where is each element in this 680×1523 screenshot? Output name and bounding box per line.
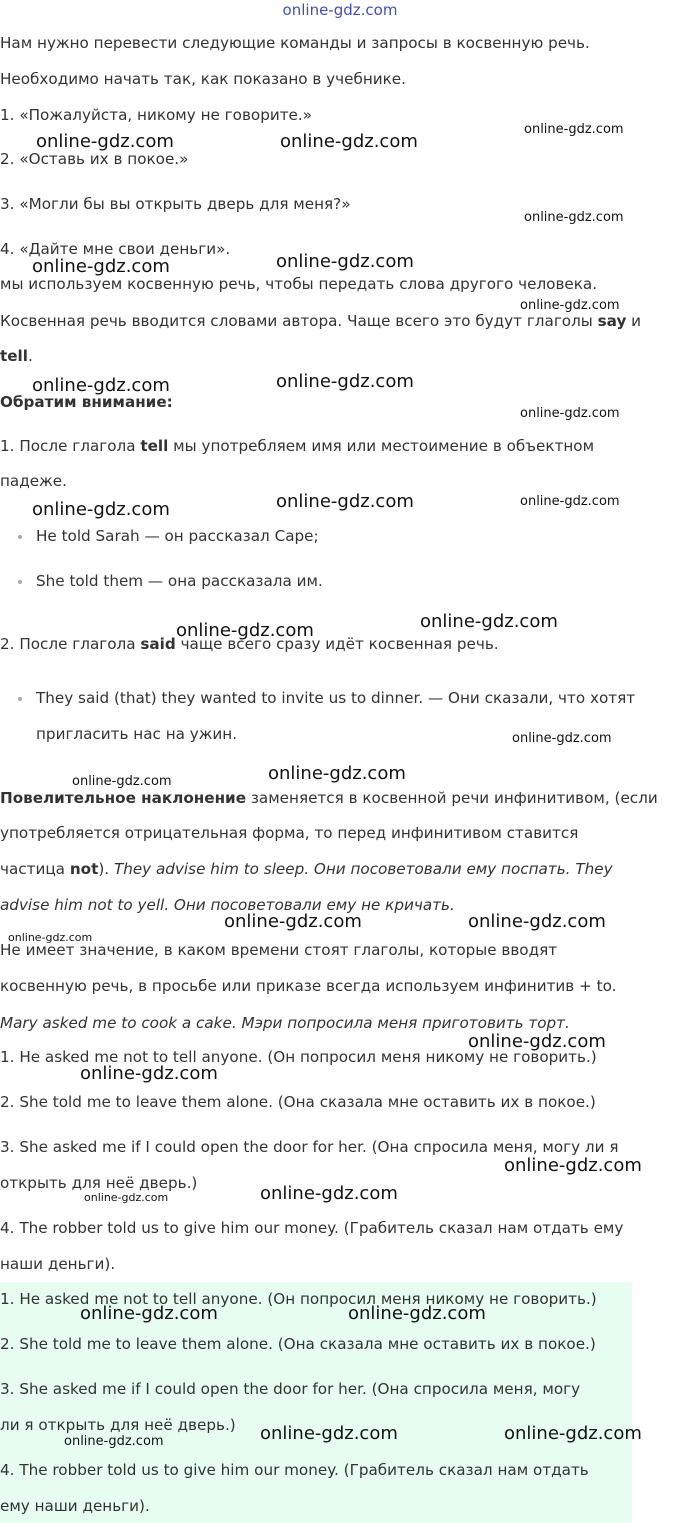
watermark: online-gdz.com — [468, 911, 606, 932]
rule-paragraph: падеже. — [0, 472, 67, 490]
watermark: online-gdz.com — [276, 371, 414, 392]
rule-paragraph: косвенную речь, в просьбе или приказе всегда используем инфинитив + to. — [0, 977, 617, 995]
answer-line: 3. She asked me if I could open the door for her. (Она спросила меня, могу ли я — [0, 1138, 619, 1156]
watermark: online-gdz.com — [468, 1031, 606, 1052]
watermark: online-gdz.com — [224, 911, 362, 932]
watermark: online-gdz.com — [520, 494, 620, 509]
keyword-tell: tell — [140, 437, 169, 455]
example-item: They said (that) they wanted to invite us to dinner. — Они сказали, что хотят — [36, 689, 636, 707]
rule-paragraph: Не имеет значение, в каком времени стоят глаголы, которые вводят — [0, 941, 558, 959]
watermark: online-gdz.com — [80, 1063, 218, 1084]
watermark: online-gdz.com — [276, 491, 414, 512]
theory-paragraph: мы используем косвенную речь, чтобы передать слова другого человека. — [0, 275, 598, 293]
keyword-not: not — [69, 860, 99, 878]
watermark: online-gdz.com — [420, 611, 558, 632]
keyword-said: said — [140, 635, 176, 653]
watermark: online-gdz.com — [80, 1303, 218, 1324]
watermark: online-gdz.com — [72, 774, 172, 789]
answer-box-line: 4. The robber told us to give him our money. (Грабитель сказал нам отдать — [0, 1461, 589, 1479]
intro-paragraph: Необходимо начать так, как показано в учебнике. — [0, 70, 406, 88]
watermark: online-gdz.com — [8, 931, 93, 944]
watermark: online-gdz.com — [280, 131, 418, 152]
watermark: online-gdz.com — [504, 1155, 642, 1176]
answer-line: наши деньги). — [0, 1255, 116, 1273]
answer-box-line: 3. She asked me if I could open the door for her. (Она спросила меня, могу — [0, 1380, 581, 1398]
task-item: 3. «Могли бы вы открыть дверь для меня?» — [0, 195, 351, 213]
keyword-tell: tell — [0, 347, 28, 365]
bullet-dot — [18, 697, 22, 701]
intro-paragraph: Нам нужно перевести следующие команды и запросы в косвенную речь. — [0, 34, 590, 52]
watermark: online-gdz.com — [504, 1423, 642, 1444]
example-item: She told them — она рассказала им. — [36, 572, 323, 590]
task-item: 1. «Пожалуйста, никому не говорите.» — [0, 106, 313, 124]
answer-line: 2. She told me to leave them alone. (Она сказала мне оставить их в покое.) — [0, 1093, 596, 1111]
watermark: online-gdz.com — [260, 1423, 398, 1444]
watermark: online-gdz.com — [520, 406, 620, 421]
watermark: online-gdz.com — [64, 1434, 164, 1449]
watermark: online-gdz.com — [524, 122, 624, 137]
watermark: online-gdz.com — [260, 1183, 398, 1204]
watermark: online-gdz.com — [512, 731, 612, 746]
watermark: online-gdz.com — [524, 210, 624, 225]
answer-box-line: 1. He asked me not to tell anyone. (Он попросил меня никому не говорить.) — [0, 1290, 597, 1308]
watermark: online-gdz.com — [32, 499, 170, 520]
example-sentence: Mary asked me to cook a cake. Мэри попросила меня приготовить торт. — [0, 1014, 570, 1032]
example-item: пригласить нас на ужин. — [36, 725, 238, 743]
keyword-say: say — [597, 312, 627, 330]
attention-heading: Обратим внимание: — [0, 393, 173, 411]
bullet-dot — [18, 535, 22, 539]
answer-line: открыть для неё дверь.) — [0, 1174, 198, 1192]
rule-paragraph: 2. После глагола said чаще всего сразу идёт косвенная речь. — [0, 635, 499, 653]
task-item: 4. «Дайте мне свои деньги». — [0, 240, 231, 258]
theory-paragraph: Косвенная речь вводится словами автора. Чаще всего это будут глаголы say и — [0, 312, 642, 330]
watermark: online-gdz.com — [520, 298, 620, 313]
site-watermark-top: online-gdz.com — [282, 1, 398, 19]
rule-paragraph: Повелительное наклонение заменяется в косвенной речи инфинитивом, (если — [0, 789, 658, 807]
watermark: online-gdz.com — [84, 1191, 169, 1204]
task-item: 2. «Оставь их в покое.» — [0, 150, 189, 168]
watermark: online-gdz.com — [36, 131, 174, 152]
answer-box-line: ли я открыть для неё дверь.) — [0, 1416, 236, 1434]
rule-paragraph: употребляется отрицательная форма, то перед инфинитивом ставится — [0, 824, 579, 842]
example-sentence: advise him not to yell. Они посоветовали ему не кричать. — [0, 896, 455, 914]
watermark: online-gdz.com — [176, 620, 314, 641]
example-item: He told Sarah — он рассказал Саре; — [36, 527, 319, 545]
bullet-dot — [18, 580, 22, 584]
rule-paragraph: частица not). They advise him to sleep. Они посоветовали ему поспать. They — [0, 860, 613, 878]
answer-line: 1. He asked me not to tell anyone. (Он попросил меня никому не говорить.) — [0, 1048, 597, 1066]
answer-line: 4. The robber told us to give him our money. (Грабитель сказал нам отдать ему — [0, 1219, 624, 1237]
watermark: online-gdz.com — [268, 763, 406, 784]
watermark: online-gdz.com — [348, 1303, 486, 1324]
watermark: online-gdz.com — [276, 251, 414, 272]
theory-paragraph: tell. — [0, 347, 33, 365]
rule-paragraph: 1. После глагола tell мы употребляем имя или местоимение в объектном — [0, 437, 595, 455]
watermark: online-gdz.com — [32, 375, 170, 396]
answer-box-line: 2. She told me to leave them alone. (Она сказала мне оставить их в покое.) — [0, 1335, 596, 1353]
answer-box-line: ему наши деньги). — [0, 1497, 150, 1515]
watermark: online-gdz.com — [32, 256, 170, 277]
